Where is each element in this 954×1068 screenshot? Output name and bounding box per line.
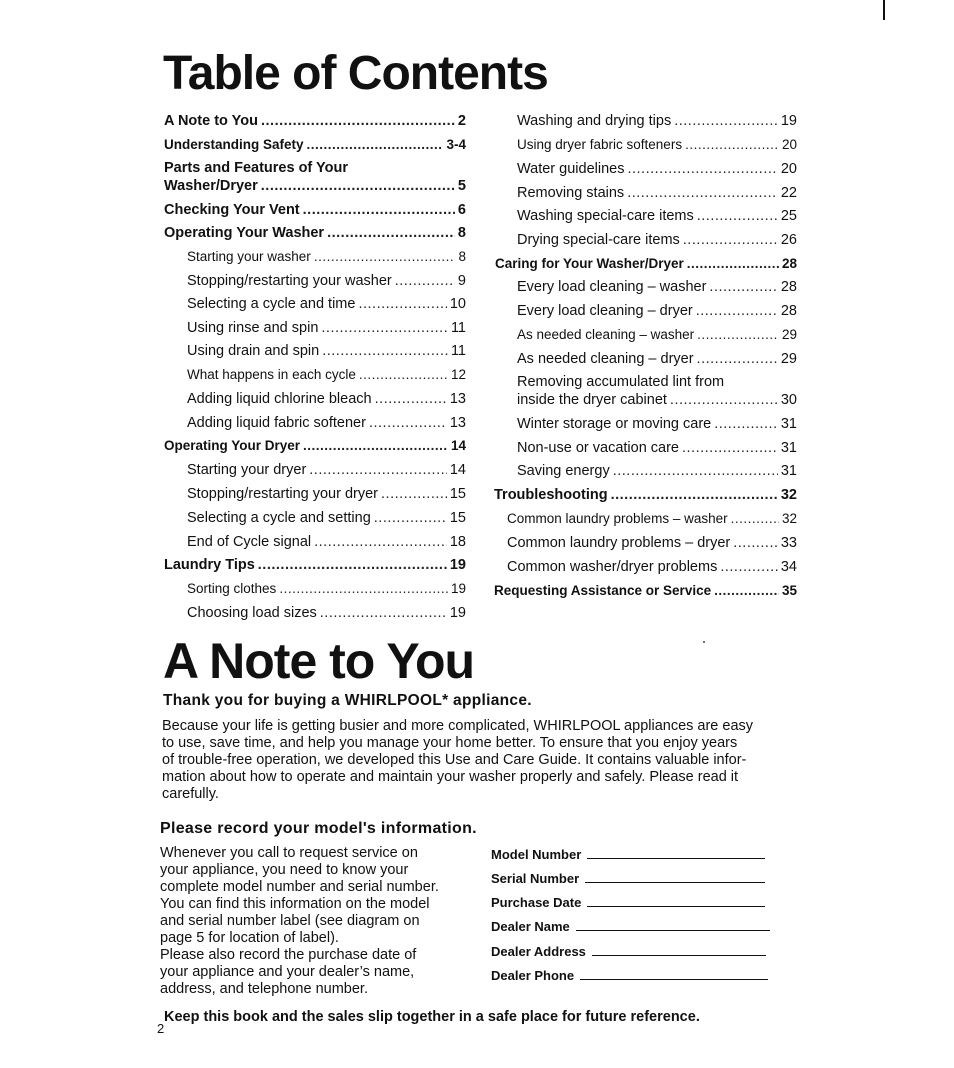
toc-entry — [164, 202, 466, 218]
toc-leader-dots — [697, 351, 778, 367]
toc-entry-label: As needed cleaning – washer — [517, 327, 695, 342]
toc-entry — [187, 367, 466, 382]
toc-leader-dots — [322, 343, 448, 359]
toc-entry-label: Washing and drying tips — [517, 113, 672, 129]
toc-entry-page: 18 — [449, 534, 466, 550]
info-field-label: Serial Number — [491, 871, 580, 886]
toc-entry-page: 29 — [781, 327, 797, 342]
toc-entry — [164, 113, 466, 129]
info-field-label: Model Number — [491, 847, 582, 862]
toc-entry-label: Using drain and spin — [187, 343, 320, 359]
text-line: page 5 for location of label). — [160, 930, 339, 946]
toc-entry-label: Starting your dryer — [187, 462, 307, 478]
toc-entry — [164, 438, 466, 453]
info-field-label: Dealer Phone — [491, 968, 575, 983]
toc-entry-label: Every load cleaning – dryer — [517, 303, 693, 319]
info-field — [491, 871, 765, 886]
toc-leader-dots — [314, 249, 456, 264]
toc-entry-label: Saving energy — [517, 463, 610, 479]
toc-entry — [517, 185, 797, 201]
toc-entry — [164, 557, 466, 573]
toc-entry — [187, 391, 466, 407]
note-title: A Note to You — [163, 633, 475, 689]
toc-entry — [507, 535, 797, 551]
info-field — [491, 944, 766, 959]
toc-entry-page: 13 — [449, 391, 466, 407]
toc-leader-dots — [697, 208, 778, 224]
toc-entry — [187, 249, 466, 264]
info-field-label: Dealer Address — [491, 944, 586, 959]
toc-entry — [517, 208, 797, 224]
toc-entry-page: 14 — [449, 462, 466, 478]
toc-leader-dots — [374, 510, 447, 526]
toc-entry — [517, 113, 797, 129]
toc-entry — [494, 487, 797, 503]
toc-leader-dots — [375, 391, 447, 407]
toc-entry-label: Using dryer fabric softeners — [517, 137, 683, 152]
toc-leader-dots — [670, 392, 778, 408]
toc-entry-label: Checking Your Vent — [164, 202, 300, 218]
info-field — [491, 847, 765, 862]
toc-entry-label: Operating Your Dryer — [164, 438, 301, 453]
record-paragraph — [160, 845, 439, 998]
toc-entry — [187, 486, 466, 502]
toc-entry-page: 34 — [780, 559, 797, 575]
info-field-label: Purchase Date — [491, 895, 582, 910]
info-field — [491, 895, 765, 910]
toc-entry — [164, 137, 466, 152]
toc-entry-label: Laundry Tips — [164, 557, 255, 573]
toc-leader-dots — [627, 185, 778, 201]
toc-entry-label: Understanding Safety — [164, 137, 304, 152]
toc-entry-page: 15 — [449, 486, 466, 502]
toc-leader-dots — [261, 178, 455, 194]
toc-leader-dots — [709, 279, 777, 295]
toc-entry-label: Washer/Dryer — [164, 178, 258, 194]
thanks-heading: Thank you for buying a WHIRLPOOL* appliance. — [163, 692, 532, 709]
toc-entry-page: 8 — [457, 225, 466, 241]
text-line: mation about how to operate and maintain your washer properly and safely. Please read it — [162, 769, 739, 785]
toc-entry-label: Stopping/restarting your dryer — [187, 486, 379, 502]
info-field-blank-line — [576, 929, 770, 931]
toc-leader-dots — [303, 202, 455, 218]
toc-entry-label: Common washer/dryer problems — [507, 559, 718, 575]
toc-entry-label: Starting your washer — [187, 249, 311, 264]
toc-entry — [517, 440, 797, 456]
toc-leader-dots — [321, 320, 448, 336]
keep-note: Keep this book and the sales slip together in a safe place for future reference. — [164, 1009, 700, 1025]
toc-entry — [517, 303, 797, 319]
toc-entry-page: 19 — [449, 557, 466, 573]
toc-entry-label: Adding liquid chlorine bleach — [187, 391, 372, 407]
text-line: Whenever you call to request service on — [160, 845, 418, 861]
toc-leader-dots — [674, 113, 778, 129]
info-field-blank-line — [580, 978, 768, 980]
text-line: Because your life is getting busier and more complicated, WHIRLPOOL appliances are easy — [162, 718, 754, 734]
toc-entry — [507, 511, 797, 526]
toc-entry — [187, 581, 466, 596]
toc-entry-page: 9 — [457, 273, 466, 289]
toc-leader-dots — [327, 225, 455, 241]
toc-leader-dots — [714, 583, 779, 598]
toc-entry — [164, 225, 466, 241]
toc-entry-label: Choosing load sizes — [187, 605, 317, 621]
toc-entry-label: Sorting clothes — [187, 581, 277, 596]
toc-entry — [187, 343, 466, 359]
toc-leader-dots — [358, 296, 446, 312]
toc-leader-dots — [714, 416, 778, 432]
toc-entry — [187, 510, 466, 526]
toc-entry-page: 20 — [781, 137, 797, 152]
toc-entry-label: Every load cleaning – washer — [517, 279, 707, 295]
toc-entry-label: Stopping/restarting your washer — [187, 273, 392, 289]
text-line: You can find this information on the model — [160, 896, 430, 912]
text-line: of trouble-free operation, we developed this Use and Care Guide. It contains valuable infor- — [162, 752, 747, 768]
toc-leader-dots — [683, 232, 778, 248]
toc-entry-page: 29 — [780, 351, 797, 367]
toc-entry — [517, 279, 797, 295]
toc-entry-label: Winter storage or moving care — [517, 416, 712, 432]
toc-leader-dots — [682, 440, 778, 456]
text-line: and serial number label (see diagram on — [160, 913, 420, 929]
toc-entry — [187, 296, 466, 312]
toc-entry — [187, 462, 466, 478]
info-field-blank-line — [592, 954, 766, 956]
toc-entry-label: Using rinse and spin — [187, 320, 319, 336]
toc-entry-page: 6 — [457, 202, 466, 218]
toc-entry-label: What happens in each cycle — [187, 367, 356, 382]
toc-entry-label: Operating Your Washer — [164, 225, 325, 241]
toc-entry-page: 28 — [780, 279, 797, 295]
toc-entry-page: 28 — [780, 303, 797, 319]
toc-entry-page: 20 — [780, 161, 797, 177]
toc-leader-dots — [279, 581, 448, 596]
toc-entry-page: 22 — [780, 185, 797, 201]
toc-leader-dots — [733, 535, 778, 551]
toc-entry-page: 32 — [780, 487, 797, 503]
toc-entry — [164, 178, 466, 194]
toc-entry-page: 31 — [780, 463, 797, 479]
toc-entry-label: Common laundry problems – dryer — [507, 535, 731, 551]
toc-entry-page: 11 — [450, 343, 466, 359]
toc-entry-page: 19 — [450, 581, 466, 596]
toc-leader-dots — [627, 161, 777, 177]
toc-entry-page: 10 — [449, 296, 466, 312]
toc-entry-label: Selecting a cycle and setting — [187, 510, 371, 526]
toc-leader-dots — [685, 137, 779, 152]
toc-leader-dots — [359, 367, 448, 382]
toc-leader-dots — [303, 438, 448, 453]
toc-leader-dots — [613, 463, 778, 479]
toc-leader-dots — [696, 303, 778, 319]
toc-leader-dots — [309, 462, 447, 478]
toc-entry-page: 12 — [450, 367, 466, 382]
toc-leader-dots — [307, 137, 444, 152]
toc-entry-page: 30 — [780, 392, 797, 408]
toc-title: Table of Contents — [163, 47, 548, 100]
toc-entry-label: Requesting Assistance or Service — [494, 583, 712, 598]
record-heading: Please record your model's information. — [160, 820, 477, 837]
toc-entry — [507, 559, 797, 575]
toc-entry — [187, 320, 466, 336]
toc-entry-label: Drying special-care items — [517, 232, 680, 248]
toc-entry-page: 31 — [780, 440, 797, 456]
toc-entry-page: 26 — [780, 232, 797, 248]
toc-leader-dots — [320, 605, 447, 621]
toc-leader-dots — [731, 511, 779, 526]
toc-entry — [517, 463, 797, 479]
toc-entry — [494, 583, 797, 598]
toc-entry — [517, 416, 797, 432]
toc-entry-page: 2 — [457, 113, 466, 129]
toc-leader-dots — [611, 487, 778, 503]
toc-entry-page: 15 — [449, 510, 466, 526]
page-number: 2 — [157, 1021, 165, 1036]
toc-entry — [517, 351, 797, 367]
toc-entry-label: Removing stains — [517, 185, 625, 201]
toc-leader-dots — [258, 557, 447, 573]
toc-entry-label: End of Cycle signal — [187, 534, 312, 550]
toc-entry — [187, 534, 466, 550]
toc-entry — [495, 256, 797, 271]
toc-leader-dots — [369, 415, 447, 431]
info-field-label: Dealer Name — [491, 919, 570, 934]
toc-entry-label: Adding liquid fabric softener — [187, 415, 366, 431]
toc-entry-label: As needed cleaning – dryer — [517, 351, 694, 367]
info-field-blank-line — [585, 881, 765, 883]
intro-paragraph — [162, 718, 753, 803]
toc-entry-page: 8 — [458, 249, 466, 264]
toc-entry-page: 5 — [457, 178, 466, 194]
toc-entry-label: A Note to You — [164, 113, 258, 129]
info-field-blank-line — [587, 905, 765, 907]
text-line: your appliance and your dealer’s name, — [160, 964, 415, 980]
toc-leader-dots — [395, 273, 455, 289]
toc-entry-label: Non-use or vacation care — [517, 440, 679, 456]
text-line: Please also record the purchase date of — [160, 947, 417, 963]
toc-entry-label: Common laundry problems – washer — [507, 511, 728, 526]
toc-entry — [517, 232, 797, 248]
toc-entry-label: inside the dryer cabinet — [517, 392, 667, 408]
info-field — [491, 919, 770, 934]
toc-leader-dots — [314, 534, 447, 550]
text-line: your appliance, you need to know your — [160, 862, 409, 878]
text-line: complete model number and serial number. — [160, 879, 439, 895]
toc-entry-label: Washing special-care items — [517, 208, 694, 224]
text-line: address, and telephone number. — [160, 981, 368, 997]
info-field — [491, 968, 768, 983]
toc-entry-label: Troubleshooting — [494, 487, 608, 503]
toc-entry-page: 13 — [449, 415, 466, 431]
info-field-blank-line — [587, 857, 765, 859]
toc-entry — [187, 605, 466, 621]
toc-entry-page: 11 — [450, 320, 466, 336]
toc-entry — [517, 161, 797, 177]
toc-leader-dots — [697, 327, 779, 342]
toc-entry-page: 14 — [450, 438, 466, 453]
toc-entry — [187, 273, 466, 289]
toc-entry-page: 32 — [781, 511, 797, 526]
toc-entry-label: Caring for Your Washer/Dryer — [495, 256, 684, 271]
toc-entry-page: 3-4 — [446, 137, 466, 152]
toc-entry-page: 25 — [780, 208, 797, 224]
text-line: carefully. — [162, 786, 219, 802]
toc-leader-dots — [261, 113, 455, 129]
toc-leader-dots — [687, 256, 779, 271]
toc-entry — [517, 137, 797, 152]
toc-entry-label: Selecting a cycle and time — [187, 296, 356, 312]
toc-entry-page: 31 — [780, 416, 797, 432]
corner-crop-mark — [883, 0, 885, 20]
text-line: to use, save time, and help you manage your home better. To ensure that you enjoy years — [162, 735, 738, 751]
toc-entry-page: 35 — [781, 583, 797, 598]
print-speck — [703, 641, 705, 643]
toc-entry — [187, 415, 466, 431]
toc-leader-dots — [720, 559, 778, 575]
toc-entry-label: Water guidelines — [517, 161, 625, 177]
toc-wrap-heading: Parts and Features of Your — [164, 160, 348, 176]
toc-entry-page: 19 — [449, 605, 466, 621]
toc-entry-page: 28 — [781, 256, 797, 271]
toc-entry — [517, 392, 797, 408]
toc-entry-page: 19 — [780, 113, 797, 129]
toc-wrap-line: Removing accumulated lint from — [517, 374, 725, 390]
toc-entry — [517, 327, 797, 342]
toc-entry-page: 33 — [780, 535, 797, 551]
toc-leader-dots — [381, 486, 447, 502]
